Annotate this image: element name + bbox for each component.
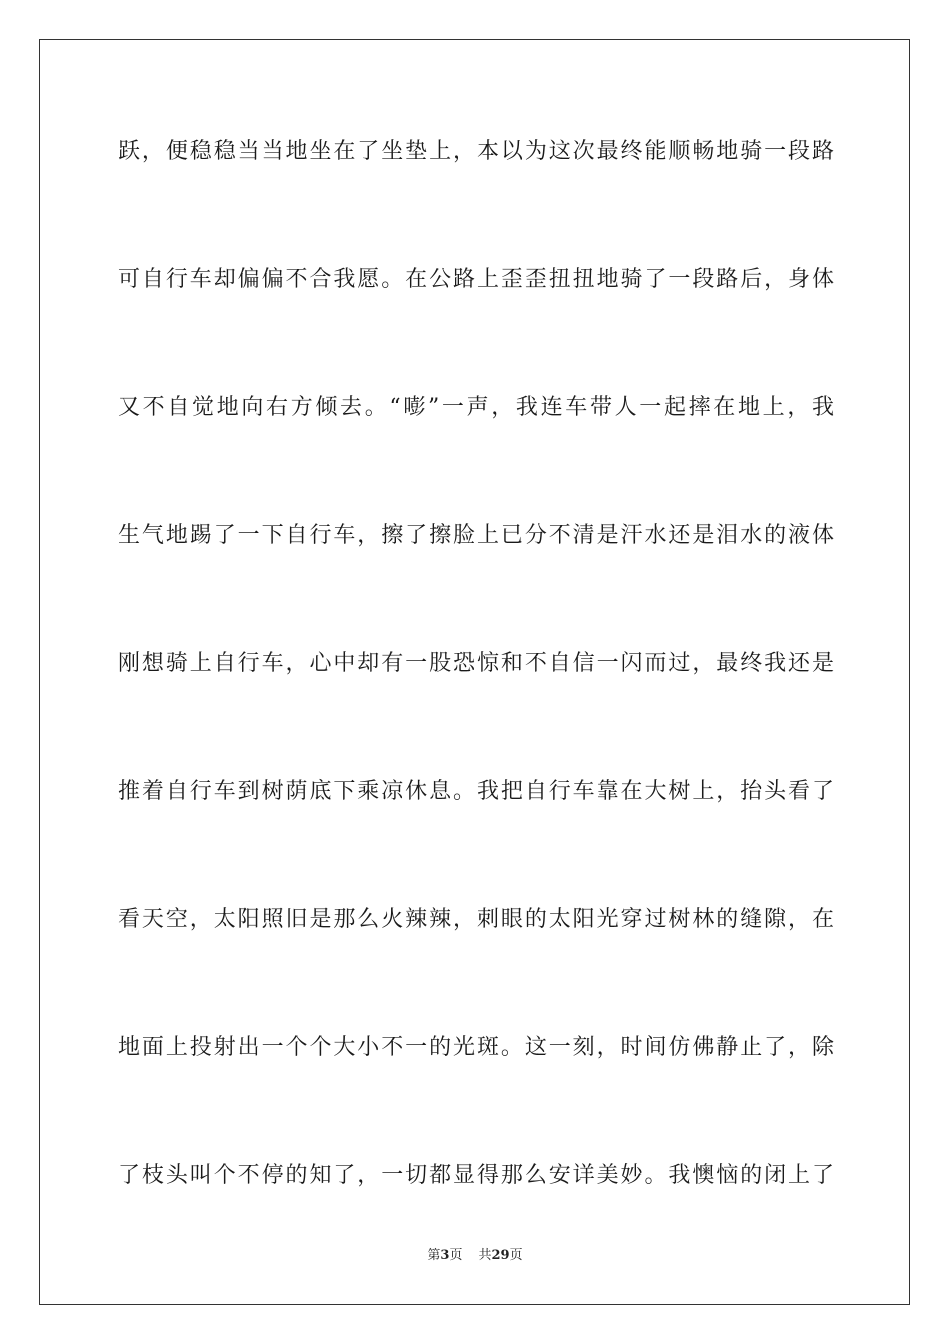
text-line-4: 生气地踢了一下自行车，擦了擦脸上已分不清是汗水还是泪水的液体 (118, 523, 834, 548)
page-prefix: 第 (427, 1248, 441, 1263)
text-line-6: 推着自行车到树荫底下乘凉休息。我把自行车靠在大树上，抬头看了 (118, 779, 834, 804)
text-line-7: 看天空，太阳照旧是那么火辣辣，刺眼的太阳光穿过树林的缝隙，在 (118, 907, 834, 932)
text-line-1: 跃，便稳稳当当地坐在了坐垫上，本以为这次最终能顺畅地骑一段路 (118, 139, 834, 164)
text-line-3: 又不自觉地向右方倾去。“嘭”一声，我连车带人一起摔在地上，我 (118, 395, 834, 420)
total-suffix: 页 (509, 1248, 523, 1263)
body-text (118, 128, 834, 1280)
page-footer (0, 1246, 950, 1266)
text-line-5: 刚想骑上自行车，心中却有一股恐惊和不自信一闪而过，最终我还是 (118, 651, 834, 676)
page-total (478, 1248, 522, 1263)
page-current: 3 (440, 1248, 450, 1263)
total-prefix: 共 (478, 1248, 492, 1263)
text-line-8: 地面上投射出一个个大小不一的光斑。这一刻，时间仿佛静止了，除 (118, 1035, 834, 1060)
page-suffix: 页 (449, 1248, 463, 1263)
page-number (427, 1248, 462, 1263)
text-line-2: 可自行车却偏偏不合我愿。在公路上歪歪扭扭地骑了一段路后，身体 (118, 267, 834, 292)
total-count: 29 (491, 1248, 510, 1263)
text-line-9: 了枝头叫个不停的知了，一切都显得那么安详美妙。我懊恼的闭上了 (118, 1163, 834, 1188)
